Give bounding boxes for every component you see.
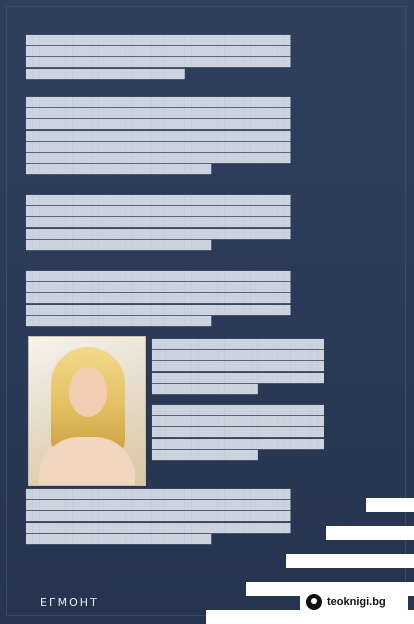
site-logo-text: teoknigi.bg	[327, 596, 386, 608]
step-4	[326, 526, 414, 540]
author-photo	[28, 336, 146, 486]
site-logo[interactable]	[300, 588, 408, 616]
synopsis-paragraph-1: ████████████████████████████████████████ ████████████████████████████████████████ ████████████████████████████████████████ ████████████████████████	[26, 36, 291, 80]
author-bio-paragraph-2: ██████████████████████████ ██████████████████████████ ██████████████████████████ ██████████████████████████ ████████████████	[152, 406, 324, 461]
synopsis-paragraph-4: ████████████████████████████████████████ ████████████████████████████████████████ ████████████████████████████████████████ ████████████████████████████████████████ ████████████████████████████	[26, 272, 291, 327]
book-icon	[306, 594, 322, 610]
step-3	[286, 554, 414, 568]
synopsis-paragraph-3: ████████████████████████████████████████ ████████████████████████████████████████ ████████████████████████████████████████ ████████████████████████████████████████ ████████████████████████████	[26, 196, 291, 251]
author-bio-paragraph-3: ████████████████████████████████████████ ████████████████████████████████████████ ████████████████████████████████████████ ████████████████████████████████████████ ████████████████████████████	[26, 490, 291, 545]
step-5	[366, 498, 414, 512]
publisher-name: ЕГМОНТ	[40, 596, 99, 609]
author-bio-paragraph-1: ██████████████████████████ ██████████████████████████ ██████████████████████████ ██████████████████████████ ████████████████	[152, 340, 324, 395]
author-photo-face	[69, 367, 107, 417]
synopsis-paragraph-2: ████████████████████████████████████████ ████████████████████████████████████████ ████████████████████████████████████████ ████████████████████████████████████████ ████████████████████████████████████████ ████████████████████████████████████████ ████████████████████████████	[26, 98, 291, 176]
